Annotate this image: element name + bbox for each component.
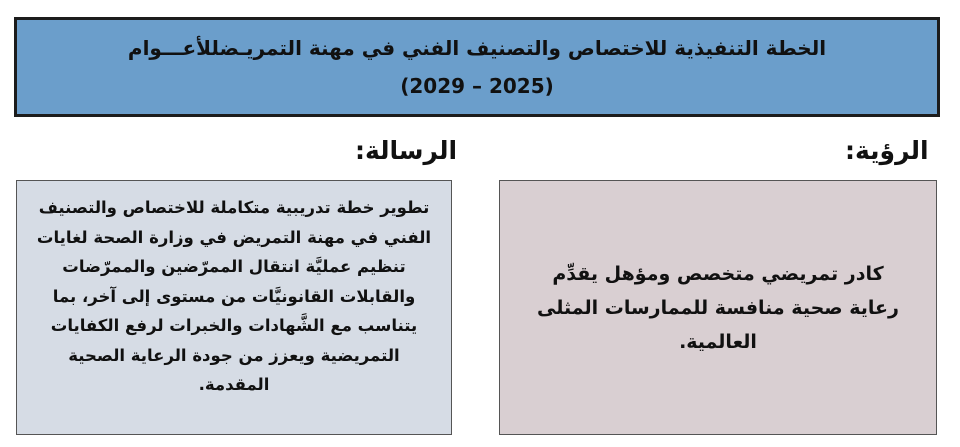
title-banner — [14, 17, 940, 117]
vision-text: كادر تمريضي متخصص ومؤهل يقدِّم رعاية صحية منافسة للممارسات المثلى العالمية. — [537, 262, 899, 353]
mission-text: تطوير خطة تدريبية متكاملة للاختصاص والتصنيف الفني في مهنة التمريض في وزارة الصحة لغايات تنظيم عمليَّة انتقال الممرّضين والممرّضات والقابلات القانونيَّات من مستوى إلى آخر، بما يتناسب مع الشَّهادات والخبرات لرفع الكفايات التمريضية ويعزز من جودة الرعاية الصحية المقدمة. — [36, 198, 432, 394]
vision-box — [499, 180, 937, 435]
title-line-2: (2025 – 2029) — [400, 74, 554, 98]
vision-heading: الرؤية: — [845, 136, 929, 165]
title-line-1: الخطة التنفيذية للاختصاص والتصنيف الفني في مهنة التمريـضللأعـــوام — [127, 36, 827, 60]
mission-box — [16, 180, 452, 435]
mission-heading: الرسالة: — [355, 136, 458, 165]
